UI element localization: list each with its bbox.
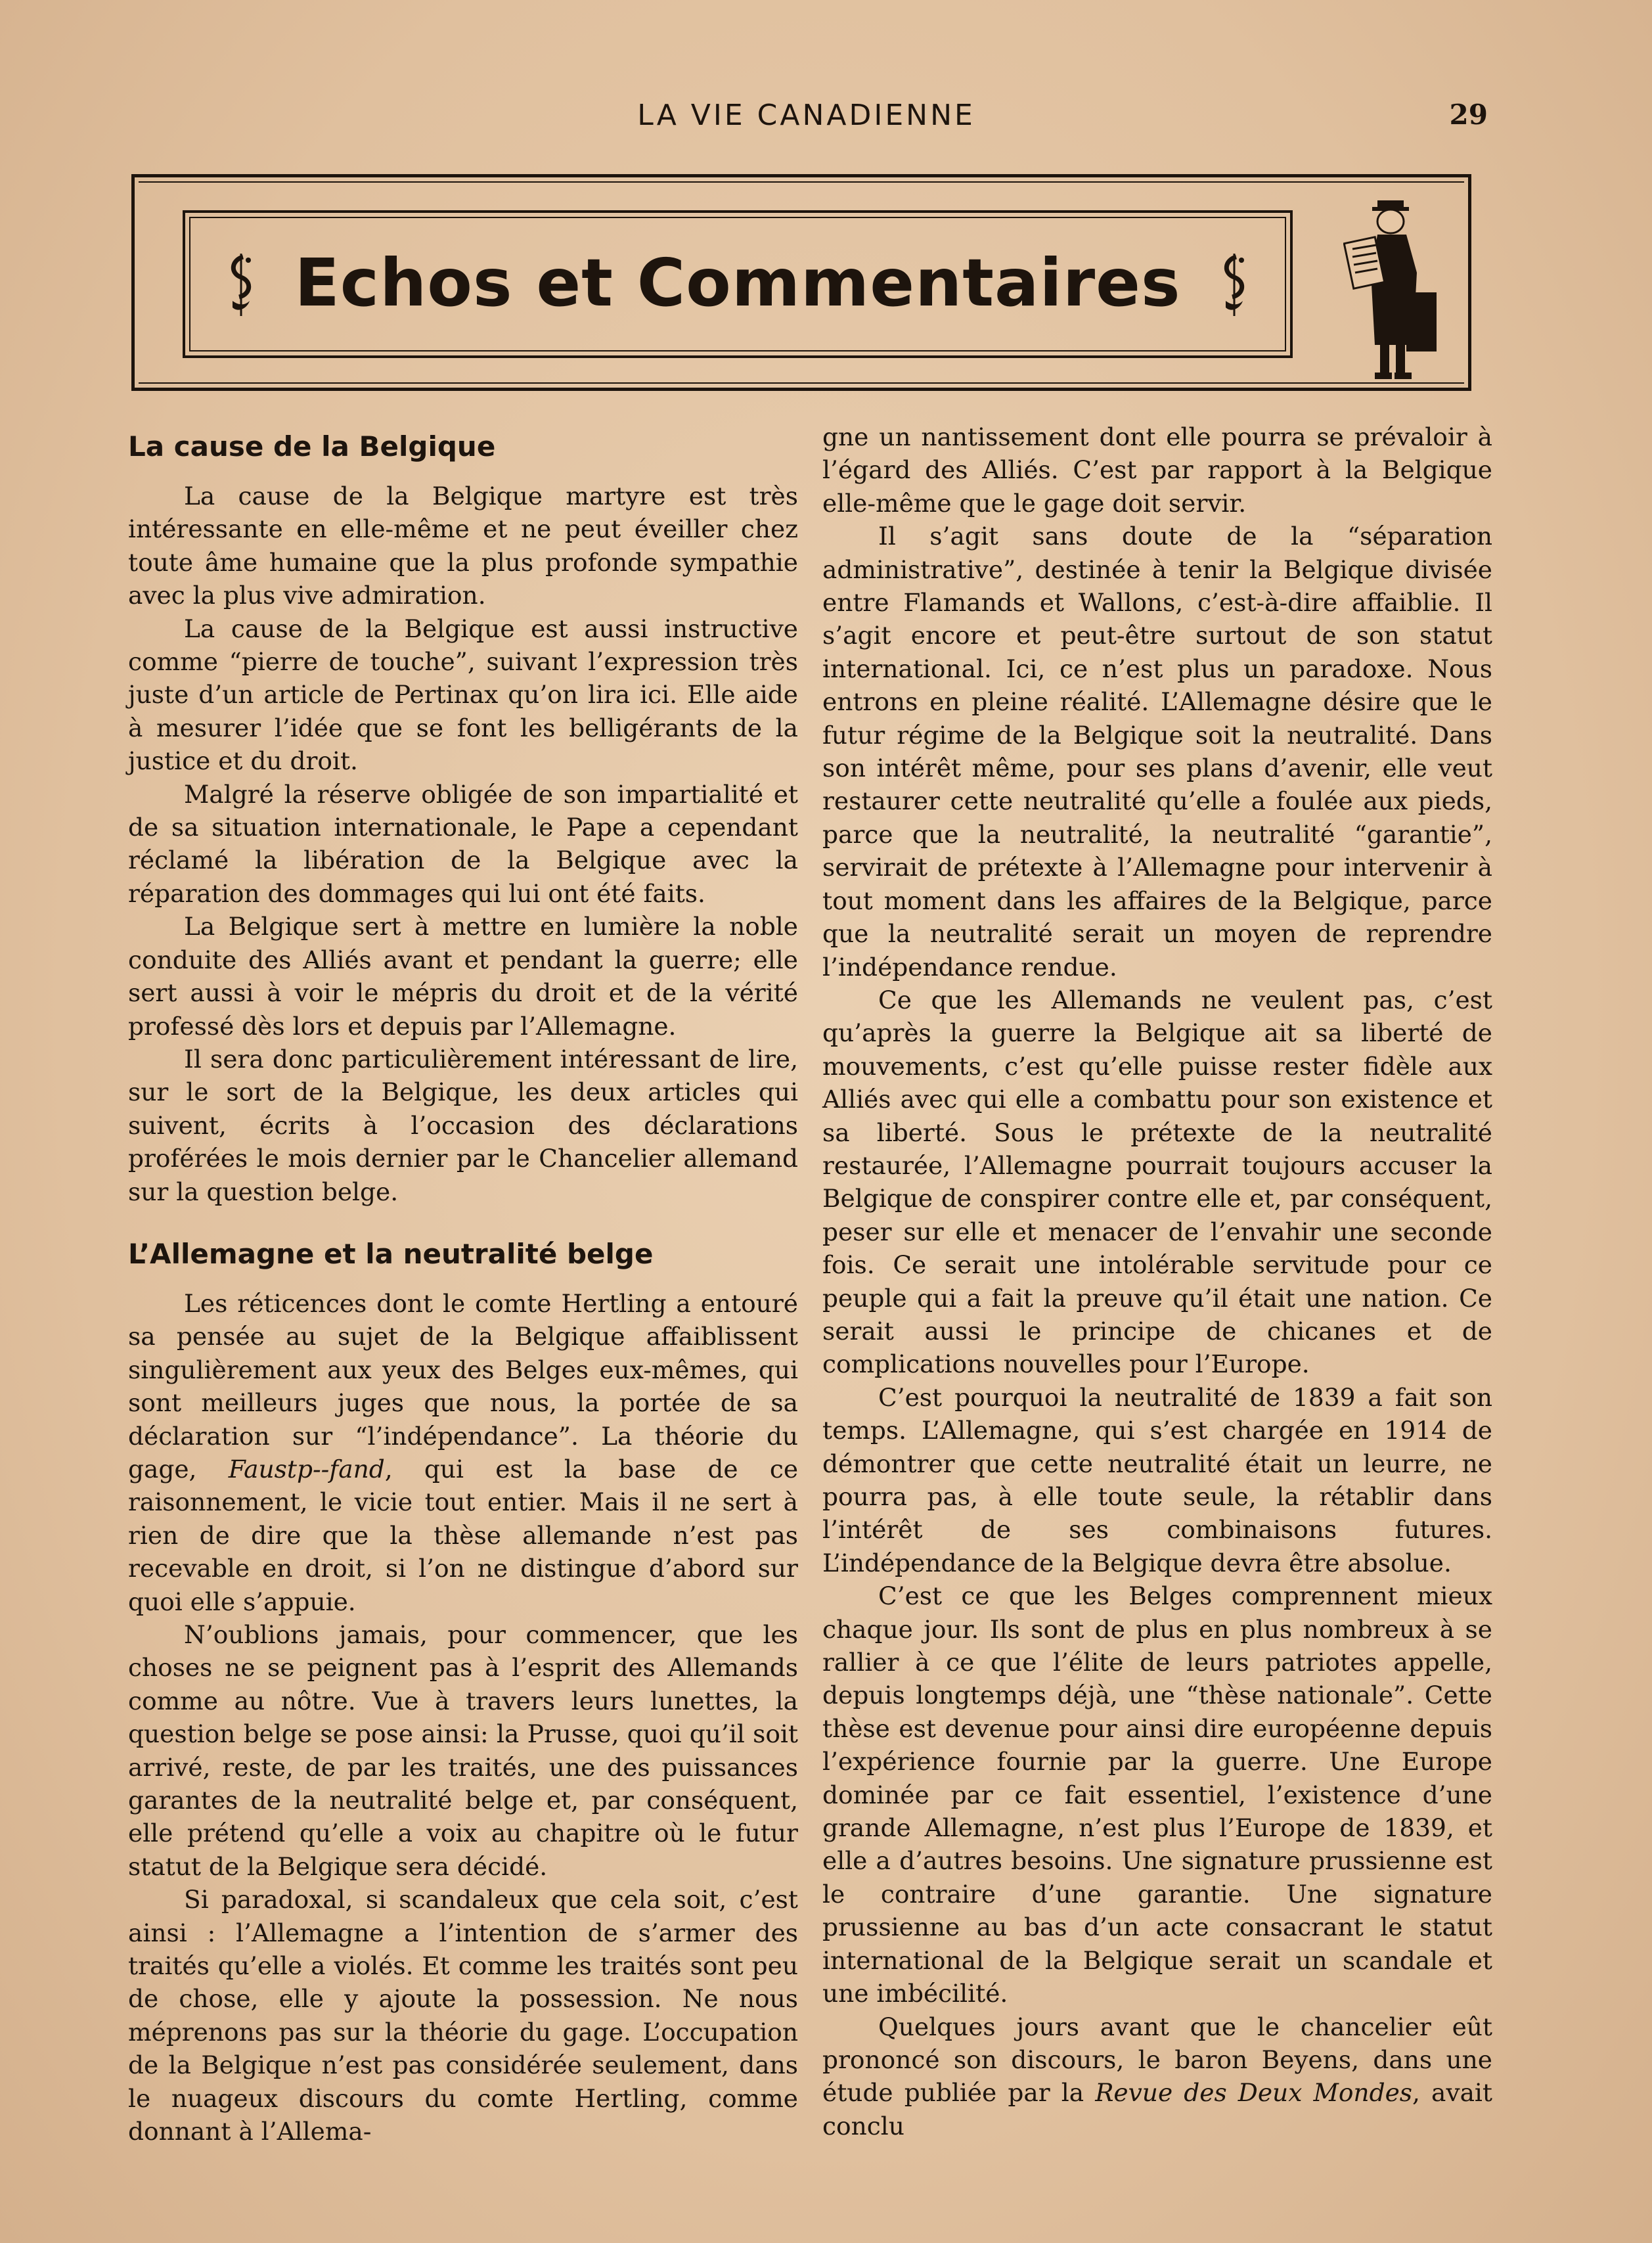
running-title: LA VIE CANADIENNE xyxy=(637,99,975,132)
paragraph xyxy=(128,1287,798,1618)
running-header xyxy=(125,99,1488,138)
paragraph: Il s’agit sans doute de la “séparation administrative”, destinée à tenir la Belgique divisée entre Flamands et Wallons, c’est-à-dire affaiblie. Il s’agit encore et peut-être surtout de son statut international. Ici, ce n’est plus un paradoxe. Nous entrons en pleine réalité. L’Allemagne désire que le futur régime de la Belgique soit la neutralité. Dans son intérêt même, pour ses plans d’avenir, elle veut restaurer cette neutralité qu’elle a foulée aux pieds, parce que la neutralité, la neutralité “garantie”, servirait de prétexte à l’Allemagne pour intervenir à tout moment dans les affaires de la Belgique, parce que la neutralité serait un moyen de reprendre l’indépendance rendue. xyxy=(822,522,1492,982)
fleuron-ornament-icon xyxy=(1218,254,1251,316)
italic-title: Revue des Deux Mondes xyxy=(1095,2078,1413,2108)
banner-title: Echos et Commentaires xyxy=(294,244,1181,321)
paragraph: Il sera donc particulièrement intéressant de lire, sur le sort de la Belgique, les deux articles qui suivent, écrits à l’occasion des déclarations proférées le mois dernier par le Chancelier allemand sur la question belge. xyxy=(128,1044,798,1206)
section-heading: L’Allemagne et la neutralité belge xyxy=(128,1237,654,1270)
paragraph: La cause de la Belgique martyre est très intéressante en elle-même et ne peut éveiller chez toute âme humaine que la plus profonde sympathie avec la plus vive admiration. xyxy=(128,482,798,610)
text-run: Les réticences dont le comte Hertling a entouré sa pensée au sujet de la Belgique affaiblissent singulièrement aux yeux des Belges eux-mêmes, qui sont meilleurs juges que nous, la portée de sa déclaration sur “l’indépendance”. La théorie du gage, xyxy=(128,1288,798,1484)
paragraph: Ce que les Allemands ne veulent pas, c’est qu’après la guerre la Belgique ait sa liberté de mouvements, c’est qu’elle puisse rester fidèle aux Alliés avec qui elle a combattu pour son existence et sa liberté. Sous le prétexte de la neutralité restaurée, l’Allemagne pourrait toujours accuser la Belgique de conspirer contre elle et, par conséquent, peser sur elle et menacer de l’envahir une seconde fois. Ce serait une intolérable servitude pour ce peuple qui a fait la preuve qu’il était une nation. Ce serait aussi le principe de chicanes et de complications nouvelles pour l’Europe. xyxy=(822,985,1492,1379)
newspaper-reader-figure xyxy=(1343,194,1442,384)
text-run: , avait conclu xyxy=(822,2078,1492,2141)
section-banner xyxy=(131,174,1471,391)
right-column xyxy=(822,420,1492,2142)
text-run: Quelques jours avant que le chancelier eût prononcé son discours, le baron Beyens, dans une étude publiée par la xyxy=(822,2012,1492,2108)
paragraph: Si paradoxal, si scandaleux que cela soit, c’est ainsi : l’Allemagne a l’intention de s’armer des traités qu’elle a violés. Et comme les traités sont peu de chose, elle y ajoute la possession. Ne nous méprenons pas sur la théorie du gage. L’occupation de la Belgique n’est pas considérée seulement, dans le nuageux discours du comte Hertling, comme donnant à l’Allema- xyxy=(128,1885,798,2146)
paragraph: C’est ce que les Belges comprennent mieux chaque jour. Ils sont de plus en plus nombreux à se rallier à ce que l’élite de leurs patriotes appelle, depuis longtemps déjà, une “thèse nationale”. Cette thèse est devenue pour ainsi dire européenne depuis l’expérience fournie par la guerre. Une Europe dominée par ce fait essentiel, l’existence d’une grande Allemagne, n’est plus l’Europe de 1839, et elle a d’autres besoins. Une signature prussienne est le contraire d’une garantie. Une signature prussienne au bas d’un acte consacrant le statut international de la Belgique serait un scandale et une imbécilité. xyxy=(822,1581,1492,2008)
paragraph: Malgré la réserve obligée de son impartialité et de sa situation internationale, le Pape a cependant réclamé la libération de la Belgique avec la réparation des dommages qui lui ont été faits. xyxy=(128,779,798,908)
paragraph xyxy=(822,2010,1492,2143)
paragraph: La Belgique sert à mettre en lumière la noble conduite des Alliés avant et pendant la guerre; elle sert aussi à voir le mépris du droit et de la vérité professé dès lors et depuis par l’Allemagne. xyxy=(128,912,798,1041)
paragraph-continued: gne un nantissement dont elle pourra se prévaloir à l’égard des Alliés. C’est par rapport à la Belgique elle-même que le gage doit servir. xyxy=(822,422,1492,518)
page-number: 29 xyxy=(1449,99,1488,131)
section-heading: La cause de la Belgique xyxy=(128,430,496,463)
italic-term: Faustp--fand xyxy=(228,1454,385,1484)
paragraph: La cause de la Belgique est aussi instructive comme “pierre de touche”, suivant l’expression très juste d’un article de Pertinax qu’on lira ici. Elle aide à mesurer l’idée que se font les belligérants de la justice et du droit. xyxy=(128,614,798,776)
banner-frame xyxy=(183,210,1293,358)
text-run: , qui est la base de ce raisonnement, le vicie tout entier. Mais il ne sert à rien de dire que la thèse allemande n’est pas recevable en droit, si l’on ne distingue d’abord sur quoi elle s’appuie. xyxy=(128,1454,799,1616)
paragraph: N’oublions jamais, pour commencer, que les choses ne se peignent pas à l’esprit des Allemands comme au nôtre. Vue à travers leurs lunettes, la question belge se pose ainsi: la Prusse, quoi qu’il soit arrivé, reste, de par les traités, une des puissances garantes de la neutralité belge et, par conséquent, elle prétend qu’elle a voix au chapitre où le futur statut de la Belgique sera décidé. xyxy=(128,1620,798,1881)
left-column xyxy=(128,420,798,2148)
paragraph: C’est pourquoi la neutralité de 1839 a fait son temps. L’Allemagne, qui s’est chargée en 1914 de démontrer que cette neutralité était un leurre, ne pourra pas, à elle toute seule, la rétablir dans l’intérêt de ses combinaisons futures. L’indépendance de la Belgique devra être absolue. xyxy=(822,1382,1492,1577)
